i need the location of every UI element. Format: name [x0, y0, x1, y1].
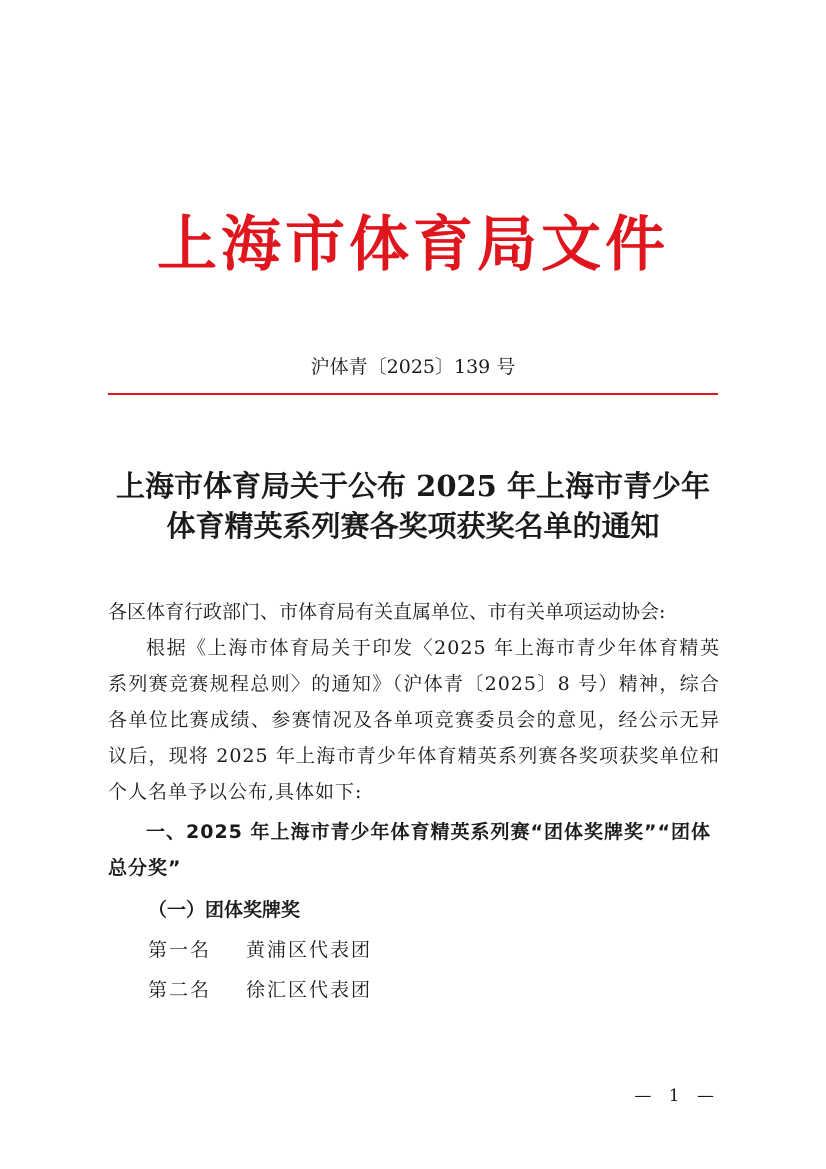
page-number: — 1 —	[634, 1086, 720, 1106]
section-heading-1: 一、2025 年上海市青少年体育精英系列赛“团体奖牌奖”“团体总分奖”	[108, 821, 711, 879]
red-divider-line	[108, 393, 718, 395]
award-rank: 第一名	[148, 939, 212, 961]
award-row	[108, 932, 720, 968]
document-body	[108, 594, 720, 1008]
award-rank: 第二名	[148, 979, 212, 1001]
title-line-1: 上海市体育局关于公布 2025 年上海市青少年	[116, 469, 710, 503]
subsection-heading-1: （一）团体奖牌奖	[148, 899, 301, 921]
title-line-2: 体育精英系列赛各奖项获奖名单的通知	[166, 509, 660, 543]
award-unit: 黄浦区代表团	[246, 939, 373, 961]
document-title	[60, 466, 766, 546]
document-masthead: 上海市体育局文件	[157, 210, 669, 280]
award-row	[108, 972, 720, 1008]
award-unit: 徐汇区代表团	[246, 979, 373, 1001]
intro-paragraph: 根据《上海市体育局关于印发〈2025 年上海市青少年体育精英系列赛竞赛规程总则〉的通知》（沪体青〔2025〕8 号）精神，综合各单位比赛成绩、参赛情况及各单项竞赛委员会的意见，经公示无异议后，现将 2025 年上海市青少年体育精英系列赛各奖项获奖单位和个人名单予以公布,具体如下:	[108, 637, 720, 803]
document-number: 沪体青〔2025〕139 号	[310, 356, 516, 378]
salutation: 各区体育行政部门、市体育局有关直属单位、市有关单项运动协会:	[108, 601, 666, 623]
